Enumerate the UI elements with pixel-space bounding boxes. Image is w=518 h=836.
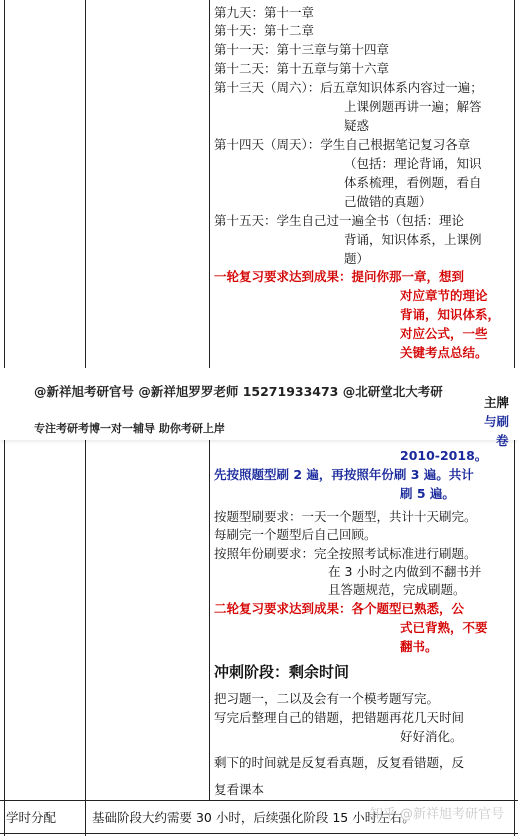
round1-result: 背诵，知识体系，	[400, 307, 501, 322]
round1-result: 一轮复习要求达到成果：提问你那一章，想到	[214, 269, 465, 284]
schedule-line: 上课例题再讲一遍；解答	[344, 99, 482, 114]
sprint-line: 写完后整理自己的错题，把错题再花几天时间	[214, 710, 465, 725]
schedule-line: 背诵，知识体系，上课例	[344, 232, 482, 247]
table-border-bottom	[0, 833, 518, 834]
year-requirement: 且答题规范，完成刷题。	[328, 582, 466, 597]
schedule-line: （包括：理论背诵，知识	[344, 156, 482, 171]
banner-edge-text: 主牌	[484, 395, 510, 410]
banner-edge-text: 与刷	[484, 414, 510, 429]
round2-result: 式已背熟，不要	[400, 620, 488, 635]
schedule-line: 第十五天：学生自己过一遍全书（包括：理论	[214, 213, 465, 228]
footer-text: 基础阶段大约需要 30 小时，后续强化阶段 15 小时左右。	[92, 810, 415, 825]
sprint-heading: 冲刺阶段：剩余时间	[214, 663, 350, 681]
sprint-line: 把习题一，二以及会有一个模考题写完。	[214, 691, 440, 706]
sprint-line: 复看课本	[214, 782, 265, 797]
schedule-line: 体系梳理，看例题，看自	[344, 175, 482, 190]
year-requirement: 在 3 小时之内做到不翻书并	[328, 564, 482, 579]
round2-method: 先按照题型刷 2 遍，再按照年份刷 3 遍。共计	[214, 467, 474, 482]
schedule-line: 第十二天：第十五章与第十六章	[214, 61, 390, 76]
exam-years: 2010-2018。	[400, 448, 488, 463]
round2-result: 二轮复习要求达到成果：各个题型已熟悉，公	[214, 601, 465, 616]
sprint-line: 好好消化。	[400, 729, 463, 744]
banner-slogan: 专注考研考博一对一辅导 助你考研上岸	[34, 422, 225, 435]
schedule-line: 己做错的真题）	[344, 194, 432, 209]
type-requirement: 按题型刷要求：一天一个题型，共计十天刷完。	[214, 509, 477, 524]
schedule-line: 第十三天（周六）：后五章知识体系内容过一遍；	[214, 80, 483, 95]
schedule-line: 题）	[344, 251, 370, 266]
zhihu-watermark: 知乎 @新祥旭考研官号	[369, 807, 504, 822]
round1-result: 关键考点总结。	[400, 345, 488, 360]
schedule-line: 第十天：第十二章	[214, 23, 315, 38]
round2-method: 刷 5 遍。	[400, 486, 455, 501]
schedule-line: 第十四天（周天）：学生自己根据笔记复习各章	[214, 137, 471, 152]
table-row-divider	[0, 800, 518, 801]
type-requirement: 每刷完一个题型后自己回顾。	[214, 527, 377, 542]
schedule-line: 第九天：第十一章	[214, 5, 315, 20]
schedule-line: 第十一天：第十三章与第十四章	[214, 42, 390, 57]
sprint-line: 剩下的时间就是反复看真题，反复看错题，反	[214, 755, 465, 770]
banner-contact-line: @新祥旭考研官号 @新祥旭罗罗老师 15271933473 @北研堂北大考研	[34, 384, 443, 399]
round2-result: 翻书。	[400, 639, 438, 654]
schedule-line: 疑惑	[344, 118, 370, 133]
footer-label: 学时分配	[6, 810, 57, 825]
watermark-banner	[0, 368, 518, 440]
round1-result: 对应公式，一些	[400, 326, 488, 341]
banner-edge-text: 卷	[496, 433, 509, 448]
year-requirement: 按照年份刷要求：完全按照考试标准进行刷题。	[214, 546, 477, 561]
round1-result: 对应章节的理论	[400, 288, 488, 303]
